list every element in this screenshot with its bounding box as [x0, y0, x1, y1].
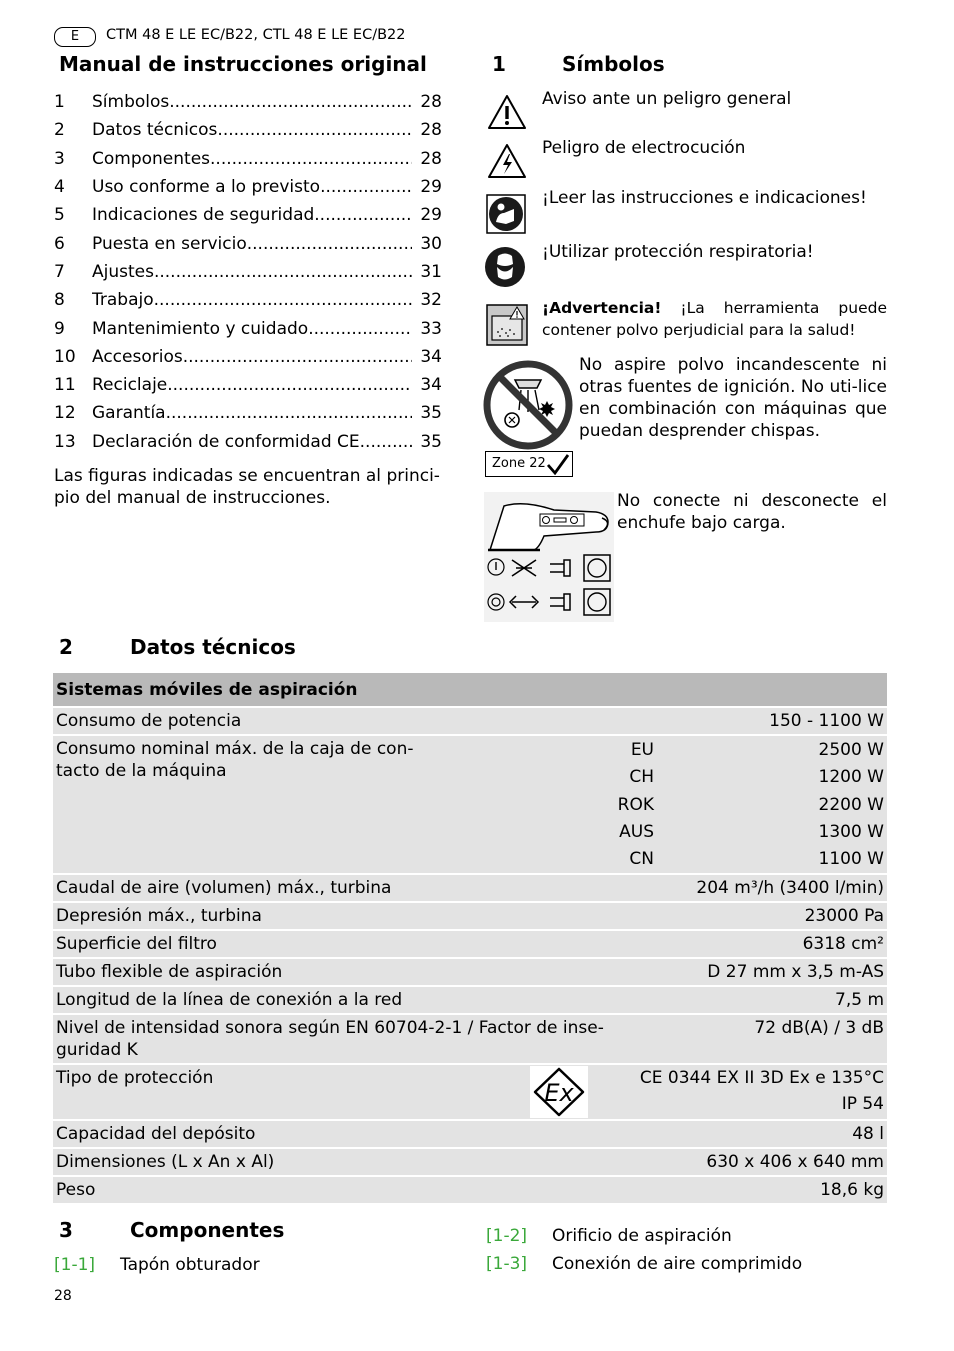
table-row	[53, 931, 887, 959]
toc-page: 34	[420, 375, 442, 396]
toc-page: 35	[420, 403, 442, 424]
no-ignition-text: No aspire polvo incandescente ni otras fuentes de ignición. No uti-lice en combinación con máquinas que puedan desprender chispas.	[579, 355, 887, 441]
region-code: EU	[630, 739, 654, 760]
component-item	[54, 1255, 260, 1275]
toc-number: 12	[54, 403, 76, 424]
region-value: 2500 W	[818, 739, 884, 760]
toc-number: 8	[54, 290, 65, 311]
toc-page: 29	[420, 177, 442, 198]
toc-number: 6	[54, 233, 65, 254]
no-plug-under-load-icon	[484, 492, 614, 622]
toc-number: 5	[54, 205, 65, 226]
zone-badge	[485, 451, 573, 477]
toc-label: Datos técnicos	[92, 120, 218, 141]
region-code: AUS	[619, 821, 654, 842]
toc-row[interactable]	[54, 201, 442, 229]
row-label: Capacidad del depósito	[56, 1124, 256, 1144]
toc-number: 4	[54, 177, 65, 198]
dust-warning-block	[542, 297, 887, 341]
toc-label: Garantía	[92, 403, 166, 424]
row-value: 630 x 406 x 640 mm	[706, 1152, 884, 1172]
row-value: 23000 Pa	[804, 906, 884, 926]
row-label: Peso	[56, 1180, 96, 1200]
row-label: Superficie del filtro	[56, 934, 217, 954]
toc-row[interactable]	[54, 145, 442, 173]
region-value: 2200 W	[818, 794, 884, 815]
row-label: Consumo de potencia	[56, 711, 242, 731]
toc-row[interactable]	[54, 314, 442, 342]
section-title: Símbolos	[562, 52, 665, 76]
region-code: ROK	[617, 794, 654, 815]
toc-page: 28	[420, 120, 442, 141]
read-instructions-text: ¡Leer las instrucciones e indicaciones!	[542, 188, 867, 208]
region-value: 1200 W	[818, 767, 884, 788]
toc-label: Indicaciones de seguridad	[92, 205, 315, 226]
section-number: 2	[59, 635, 73, 659]
component-item	[486, 1226, 732, 1246]
toc-page: 33	[420, 318, 442, 339]
toc-row[interactable]	[54, 399, 442, 427]
section-number: 3	[59, 1218, 73, 1242]
component-label: Orificio de aspiración	[552, 1226, 732, 1246]
toc-row[interactable]	[54, 88, 442, 116]
table-row	[53, 903, 887, 931]
header-models: CTM 48 E LE EC/B22, CTL 48 E LE EC/B22	[106, 27, 406, 43]
row-value: 48 l	[852, 1124, 884, 1144]
toc-label: Mantenimiento y cuidado	[92, 318, 309, 339]
row-value: 150 - 1100 W	[769, 711, 884, 731]
language-badge: E	[54, 27, 96, 47]
row-value: 7,5 m	[835, 990, 884, 1010]
component-label: Tapón obturador	[120, 1255, 260, 1275]
toc-row[interactable]	[54, 229, 442, 257]
svg-text:Ex: Ex	[544, 1079, 574, 1107]
toc-number: 10	[54, 346, 76, 367]
table-row	[53, 1015, 887, 1065]
component-item	[486, 1254, 803, 1274]
toc-number: 7	[54, 261, 65, 282]
protection-values	[637, 1065, 887, 1119]
respirator-icon	[484, 246, 526, 288]
region-value: 1100 W	[818, 849, 884, 870]
toc-page: 29	[420, 205, 442, 226]
table-of-contents	[54, 88, 442, 456]
table-row	[53, 708, 887, 736]
toc-label: Trabajo	[92, 290, 154, 311]
row-value: 18,6 kg	[820, 1180, 884, 1200]
toc-label: Puesta en servicio	[92, 233, 247, 254]
row-value-2: IP 54	[841, 1094, 884, 1114]
table-row	[53, 875, 887, 903]
table-row	[53, 959, 887, 987]
toc-page: 28	[420, 92, 442, 113]
row-label: Tubo flexible de aspiración	[56, 962, 283, 982]
component-ref[interactable]: [1-1]	[54, 1255, 96, 1275]
general-warning-text: Aviso ante un peligro general	[542, 89, 792, 109]
row-value: CE 0344 EX II 3D Ex e 135°C	[639, 1068, 884, 1088]
manual-title: Manual de instrucciones original	[59, 52, 427, 76]
row-label: Depresión máx., turbina	[56, 906, 262, 926]
toc-label: Ajustes	[92, 261, 154, 282]
toc-label: Uso conforme a lo previsto	[92, 177, 321, 198]
toc-page: 30	[420, 233, 442, 254]
toc-row[interactable]	[54, 343, 442, 371]
table-row	[53, 1065, 887, 1121]
checkmark-icon	[546, 453, 570, 475]
toc-row[interactable]	[54, 286, 442, 314]
toc-number: 11	[54, 375, 76, 396]
toc-page: 28	[420, 148, 442, 169]
table-row	[53, 1149, 887, 1177]
table-header: Sistemas móviles de aspiración	[56, 679, 358, 700]
toc-number: 9	[54, 318, 65, 339]
warning-bold: ¡Advertencia!	[542, 299, 662, 317]
component-label: Conexión de aire comprimido	[552, 1254, 803, 1274]
section-number: 1	[492, 52, 506, 76]
component-ref[interactable]: [1-3]	[486, 1254, 528, 1274]
ex-protection-icon	[530, 1066, 588, 1118]
toc-row[interactable]	[54, 428, 442, 456]
no-plug-text: No conecte ni desconecte el enchufe bajo carga.	[617, 491, 887, 533]
row-value: D 27 mm x 3,5 m-AS	[707, 962, 884, 982]
table-header-row	[53, 673, 887, 708]
row-label: Tipo de protección	[56, 1068, 214, 1088]
region-code: CH	[629, 767, 654, 788]
table-row	[53, 1121, 887, 1149]
toc-number: 3	[54, 148, 65, 169]
warning-triangle-icon	[487, 94, 527, 130]
electric-hazard-icon	[487, 143, 527, 179]
dust-warning-icon	[486, 304, 528, 346]
table-row	[53, 736, 887, 875]
row-label: Caudal de aire (volumen) máx., turbina	[56, 878, 392, 898]
toc-page: 31	[420, 261, 442, 282]
region-value: 1300 W	[818, 821, 884, 842]
toc-page: 32	[420, 290, 442, 311]
row-value: 204 m³/h (3400 l/min)	[696, 878, 884, 898]
read-manual-icon	[486, 194, 526, 234]
socket-values	[459, 736, 887, 873]
no-ignition-sources-icon	[483, 360, 573, 450]
row-label: Consumo nominal máx. de la caja de con-tacto de la máquina	[56, 739, 414, 781]
electrocution-text: Peligro de electrocución	[542, 138, 746, 158]
toc-label: Componentes	[92, 148, 211, 169]
toc-row[interactable]	[54, 116, 442, 144]
toc-number: 1	[54, 92, 65, 113]
section-title: Componentes	[130, 1218, 285, 1242]
section-title: Datos técnicos	[130, 635, 296, 659]
toc-label: Declaración de conformidad CE	[92, 431, 360, 452]
tech-data-table	[53, 673, 887, 1205]
row-label: Longitud de la línea de conexión a la red	[56, 990, 403, 1010]
page-number: 28	[54, 1288, 72, 1304]
toc-note: Las figuras indicadas se encuentran al princi-pio del manual de instrucciones.	[54, 466, 440, 508]
row-value: 72 dB(A) / 3 dB	[754, 1018, 884, 1038]
component-ref[interactable]: [1-2]	[486, 1226, 528, 1246]
table-row	[53, 1177, 887, 1205]
toc-number: 13	[54, 431, 76, 452]
toc-page: 34	[420, 346, 442, 367]
toc-label: Accesorios	[92, 346, 183, 367]
table-row	[53, 987, 887, 1015]
region-code: CN	[629, 849, 654, 870]
respiratory-text: ¡Utilizar protección respiratoria!	[542, 242, 814, 262]
toc-row[interactable]	[54, 371, 442, 399]
row-label: Dimensiones (L x An x Al)	[56, 1152, 275, 1172]
toc-row[interactable]	[54, 173, 442, 201]
row-value: 6318 cm²	[802, 934, 884, 954]
zone-label: Zone 22	[492, 456, 546, 471]
toc-row[interactable]	[54, 258, 442, 286]
toc-label: Símbolos	[92, 92, 170, 113]
toc-page: 35	[420, 431, 442, 452]
toc-label: Reciclaje	[92, 375, 168, 396]
toc-number: 2	[54, 120, 65, 141]
warning-text: ¡La herramienta puede contener polvo perjudicial para la salud!	[542, 299, 887, 339]
row-label: Nivel de intensidad sonora según EN 60704-2-1 / Factor de inse-guridad K	[56, 1018, 604, 1060]
